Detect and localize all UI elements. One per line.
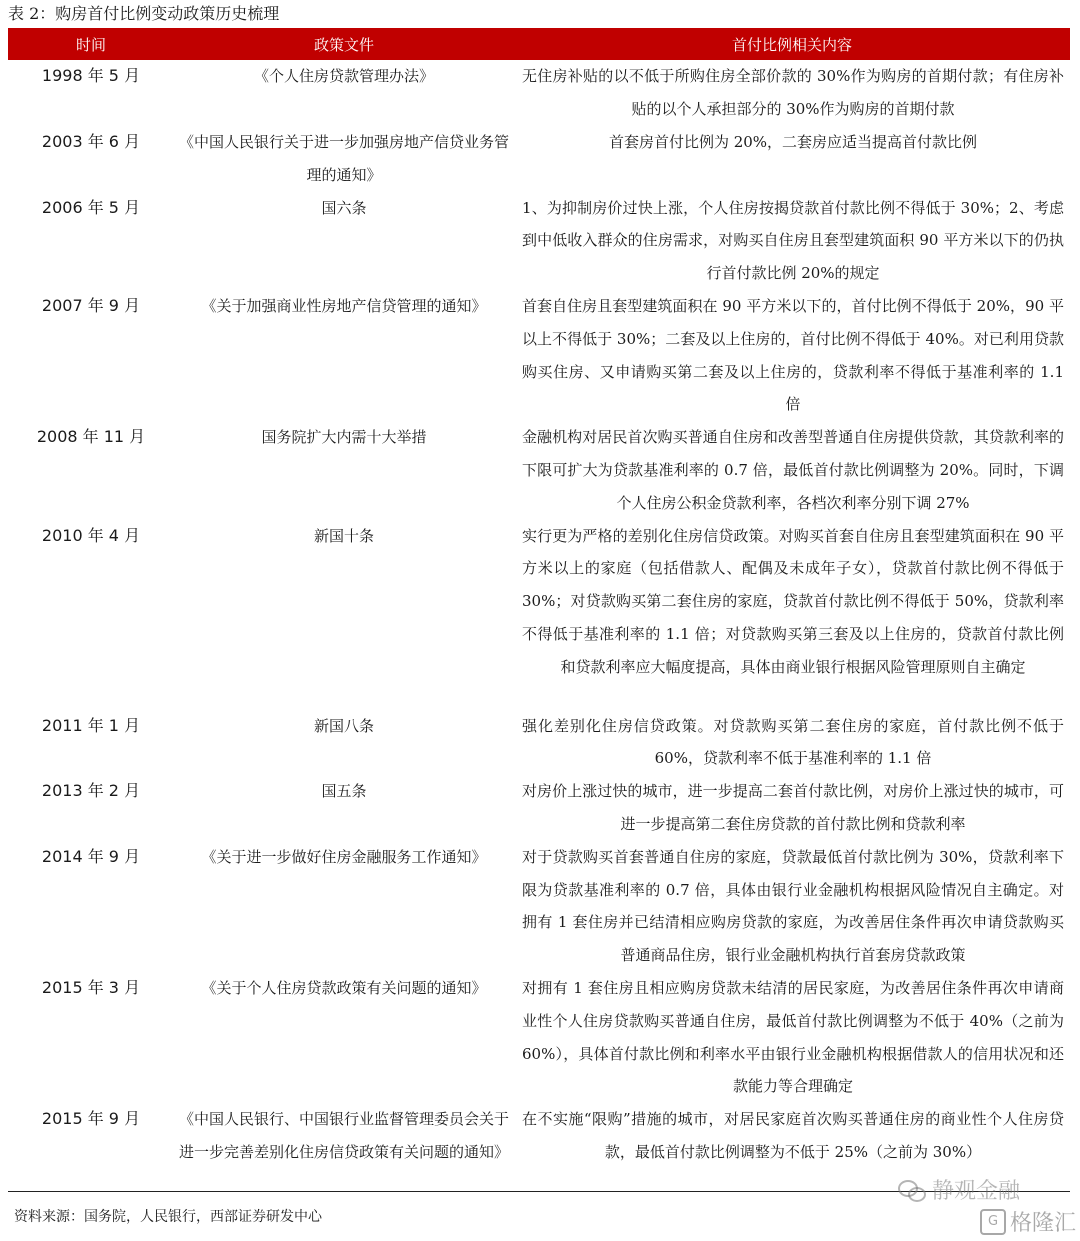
row-content: 对房价上涨过快的城市，进一步提高二套首付款比例，对房价上涨过快的城市，可进一步提高第二套住房贷款的首付款比例和贷款利率 <box>522 782 1064 833</box>
source-note: 资料来源：国务院，人民银行，西部证券研发中心 <box>14 1209 322 1225</box>
policy-table <box>8 28 1070 1192</box>
table-row <box>8 290 1070 421</box>
watermark-jingguan <box>898 1174 1020 1205</box>
row-date: 2007 年 9 月 <box>41 295 141 315</box>
header-time: 时间 <box>8 28 174 60</box>
table-caption: 表 2：购房首付比例变动政策历史梳理 <box>8 4 280 23</box>
header-policy: 政策文件 <box>174 28 514 60</box>
row-date: 2013 年 2 月 <box>41 781 141 801</box>
row-date: 2010 年 4 月 <box>41 525 141 545</box>
table-row <box>8 710 1070 776</box>
row-content: 首套自住房且套型建筑面积在 90 平方米以下的，首付比例不得低于 20%，90 平以上不得低于 30%；二套及以上住房的，首付比例不得低于 40%。对已利用贷款购买住房、又申请购买第二套及以上住房的，贷款利率不得低于基准利率的 1.1 倍 <box>522 296 1064 414</box>
row-date: 2008 年 11 月 <box>36 427 146 447</box>
gelonghui-logo-icon: G <box>980 1209 1006 1235</box>
row-content: 对于贷款购买首套普通自住房的家庭，贷款最低首付款比例为 30%，贷款利率下限为贷款基准利率的 0.7 倍，具体由银行业金融机构根据风险情况自主确定。对拥有 1 套住房并已结清相应购房贷款的家庭，为改善居住条件再次申请贷款购买普通商品住房，银行业金融机构执行首套房贷款政策 <box>522 847 1064 965</box>
row-content: 对拥有 1 套住房且相应购房贷款未结清的居民家庭，为改善居住条件再次申请商业性个人住房贷款购买普通自住房，最低首付款比例调整为不低于 40%（之前为 60%），具体首付款比例和利率水平由银行业金融机构根据借款人的信用状况和还款能力等合理确定 <box>522 978 1064 1096</box>
row-policy: 《关于个人住房贷款政策有关问题的通知》 <box>201 978 487 997</box>
row-policy: 《中国人民银行、中国银行业监督管理委员会关于进一步完善差别化住房信贷政策有关问题的通知》 <box>174 1103 514 1192</box>
document <box>8 0 1070 1192</box>
row-date: 2014 年 9 月 <box>41 846 141 866</box>
row-content: 首套房首付比例为 20%，二套房应适当提高首付款比例 <box>608 133 978 151</box>
watermark-gelonghui <box>980 1206 1076 1237</box>
row-content: 金融机构对居民首次购买普通自住房和改善型普通自住房提供贷款，其贷款利率的下限可扩大为贷款基准利率的 0.7 倍，最低首付款比例调整为 20%。同时，下调个人住房公积金贷款利率，各档次利率分别下调 27% <box>522 428 1064 512</box>
table-row <box>8 775 1070 841</box>
row-policy: 《关于进一步做好住房金融服务工作通知》 <box>201 847 487 866</box>
row-policy: 《关于加强商业性房地产信贷管理的通知》 <box>201 296 487 315</box>
table-header-row <box>8 28 1070 60</box>
row-policy: 国五条 <box>321 782 367 801</box>
row-date: 2003 年 6 月 <box>41 132 141 151</box>
table-row <box>8 972 1070 1103</box>
row-content: 强化差别化住房信贷政策。对贷款购买第二套住房的家庭，首付款比例不低于 60%，贷款利率不低于基准利率的 1.1 倍 <box>522 716 1064 768</box>
watermark-gelonghui-text: 格隆汇 <box>1010 1211 1077 1236</box>
row-content: 1、为抑制房价过快上涨，个人住房按揭贷款首付款比例不得低于 30%；2、考虑到中低收入群众的住房需求，对购买自住房且套型建筑面积 90 平方米以下的仍执行首付款比例 20%的规定 <box>522 198 1064 283</box>
table-row <box>8 421 1070 519</box>
header-content: 首付比例相关内容 <box>514 28 1070 60</box>
row-policy: 国务院扩大内需十大举措 <box>261 428 427 447</box>
table-row <box>8 60 1070 126</box>
table-row <box>8 841 1070 972</box>
row-policy: 《中国人民银行关于进一步加强房地产信贷业务管理的通知》 <box>178 133 509 184</box>
row-content: 在不实施“限购”措施的城市，对居民家庭首次购买普通住房的商业性个人住房贷款，最低首付款比例调整为不低于 25%（之前为 30%） <box>514 1103 1070 1192</box>
table-row <box>8 520 1070 710</box>
row-policy: 《个人住房贷款管理办法》 <box>253 67 434 85</box>
row-policy: 新国十条 <box>313 526 374 545</box>
table-row <box>8 126 1070 192</box>
row-content: 无住房补贴的以不低于所购住房全部价款的 30%作为购房的首期付款；有住房补贴的以个人承担部分的 30%作为购房的首期付款 <box>522 67 1064 118</box>
table-row <box>8 192 1070 290</box>
row-date: 2011 年 1 月 <box>41 715 141 735</box>
watermark-jingguan-text: 静观金融 <box>932 1179 1021 1204</box>
row-policy: 国六条 <box>321 198 367 217</box>
row-date: 2015 年 3 月 <box>41 977 141 997</box>
row-policy: 新国八条 <box>313 716 374 735</box>
row-date: 1998 年 5 月 <box>41 66 141 85</box>
row-date: 2015 年 9 月 <box>8 1103 174 1192</box>
wechat-icon <box>898 1178 926 1202</box>
row-content: 实行更为严格的差别化住房信贷政策。对购买首套自住房且套型建筑面积在 90 平方米以上的家庭（包括借款人、配偶及未成年子女），贷款首付款比例不得低于 30%；对贷款购买第二套住房的家庭，贷款首付款比例不得低于 50%，贷款利率不得低于基准利率的 1.1 倍；对贷款购买第三套及以上住房的，贷款首付款比例和贷款利率应大幅度提高，具体由商业银行根据风险管理原则自主确定 <box>522 526 1064 676</box>
row-date: 2006 年 5 月 <box>41 197 141 217</box>
